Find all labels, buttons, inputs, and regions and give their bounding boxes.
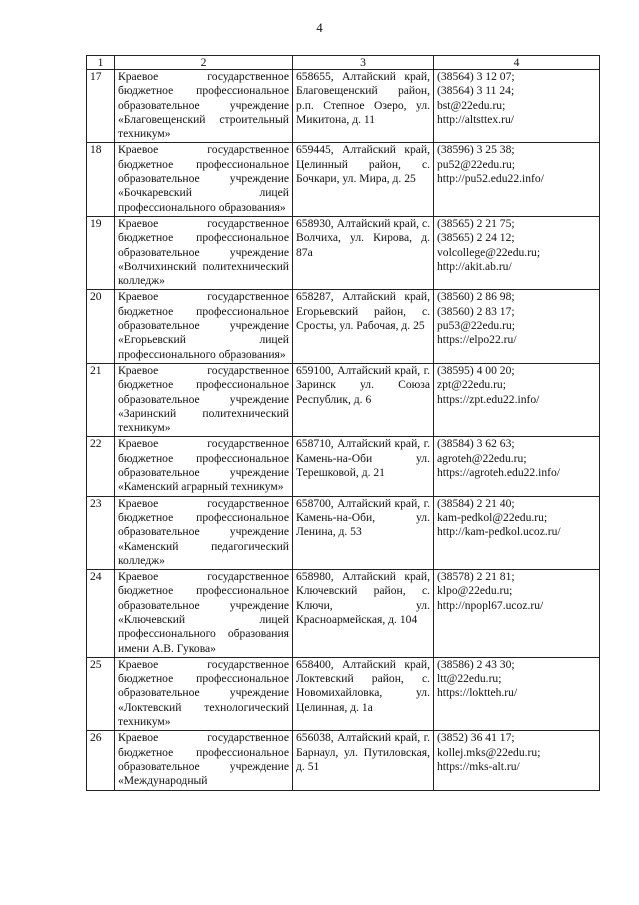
institution-address: 658980, Алтайский край, Ключевский район, с. Ключи, ул. Красноармейская, д. 104 bbox=[293, 570, 434, 658]
institution-name: Краевое государственное бюджетное профессиональное образовательное учреждение «Ключевский лицей профессионального образования имени А.В. Гукова» bbox=[115, 570, 293, 658]
institution-name: Краевое государственное бюджетное профессиональное образовательное учреждение «Благовещенский строительный техникум» bbox=[115, 70, 293, 143]
institution-address: 659445, Алтайский край, Целинный район, с. Бочкари, ул. Мира, д. 25 bbox=[293, 143, 434, 216]
table-row bbox=[87, 290, 600, 363]
contact-line: pu53@22edu.ru; bbox=[437, 319, 515, 333]
table-row bbox=[87, 657, 600, 730]
contact-line: (38595) 4 00 20; bbox=[437, 363, 515, 377]
institution-contacts bbox=[434, 363, 600, 436]
institution-contacts bbox=[434, 657, 600, 730]
row-number: 24 bbox=[87, 570, 115, 658]
column-header-contacts: 4 bbox=[434, 56, 600, 70]
contact-line: (38586) 2 43 30; bbox=[437, 657, 515, 671]
institution-contacts bbox=[434, 216, 600, 289]
institution-contacts bbox=[434, 731, 600, 790]
institution-name: Краевое государственное бюджетное профессиональное образовательное учреждение «Волчихинский политехнический колледж» bbox=[115, 216, 293, 289]
institution-address: 656038, Алтайский край, г. Барнаул, ул. Путиловская, д. 51 bbox=[293, 731, 434, 790]
contact-line: volcollege@22edu.ru; bbox=[437, 245, 541, 259]
contact-line: (38584) 3 62 63; bbox=[437, 437, 515, 451]
contact-line: (38564) 3 11 24; bbox=[437, 84, 515, 98]
contact-line: http://altsttex.ru/ bbox=[437, 112, 514, 126]
row-number: 23 bbox=[87, 496, 115, 569]
table-row bbox=[87, 363, 600, 436]
contact-line: https://loktteh.ru/ bbox=[437, 686, 518, 700]
institution-address: 658930, Алтайский край, с. Волчиха, ул. Кирова, д. 87а bbox=[293, 216, 434, 289]
contact-line: https://agroteh.edu22.info/ bbox=[437, 466, 561, 480]
table-row bbox=[87, 70, 600, 143]
institution-address: 658710, Алтайский край, г. Камень-на-Оби ул. Терешковой, д. 21 bbox=[293, 437, 434, 496]
table-row bbox=[87, 731, 600, 790]
institution-name: Краевое государственное бюджетное профессиональное образовательное учреждение «Локтевский технологический техникум» bbox=[115, 657, 293, 730]
row-number: 17 bbox=[87, 70, 115, 143]
contact-line: http://akit.ab.ru/ bbox=[437, 259, 512, 273]
contact-line: kollej.mks@22edu.ru; bbox=[437, 745, 541, 759]
contact-line: bst@22edu.ru; bbox=[437, 98, 506, 112]
contact-line: (38565) 2 24 12; bbox=[437, 231, 515, 245]
table-row bbox=[87, 437, 600, 496]
institution-name: Краевое государственное бюджетное профессиональное образовательное учреждение «Международный bbox=[115, 731, 293, 790]
contact-line: (38560) 2 86 98; bbox=[437, 290, 515, 304]
institution-contacts bbox=[434, 143, 600, 216]
institution-name: Краевое государственное бюджетное профессиональное образовательное учреждение «Бочкаревский лицей профессионального образования» bbox=[115, 143, 293, 216]
institution-name: Краевое государственное бюджетное профессиональное образовательное учреждение «Заринский политехнический техникум» bbox=[115, 363, 293, 436]
institution-contacts bbox=[434, 570, 600, 658]
contact-line: (38596) 3 25 38; bbox=[437, 143, 515, 157]
institution-contacts bbox=[434, 496, 600, 569]
column-header-number: 1 bbox=[87, 56, 115, 70]
row-number: 26 bbox=[87, 731, 115, 790]
table-body bbox=[87, 56, 600, 791]
contact-line: ltt@22edu.ru; bbox=[437, 672, 502, 686]
row-number: 18 bbox=[87, 143, 115, 216]
row-number: 20 bbox=[87, 290, 115, 363]
institution-address: 659100, Алтайский край, г. Заринск ул. Союза Республик, д. 6 bbox=[293, 363, 434, 436]
contact-line: http://kam-pedkol.ucoz.ru/ bbox=[437, 525, 561, 539]
table-row bbox=[87, 570, 600, 658]
institution-name: Краевое государственное бюджетное профессиональное образовательное учреждение «Каменский аграрный техникум» bbox=[115, 437, 293, 496]
contact-line: klpo@22edu.ru; bbox=[437, 584, 513, 598]
contact-line: (3852) 36 41 17; bbox=[437, 731, 515, 745]
table-row bbox=[87, 216, 600, 289]
table-row bbox=[87, 496, 600, 569]
contact-line: http://pu52.edu22.info/ bbox=[437, 172, 544, 186]
contact-line: zpt@22edu.ru; bbox=[437, 378, 506, 392]
contact-line: https://zpt.edu22.info/ bbox=[437, 392, 540, 406]
contact-line: kam-pedkol@22edu.ru; bbox=[437, 510, 548, 524]
table-row bbox=[87, 143, 600, 216]
contact-line: (38560) 2 83 17; bbox=[437, 304, 515, 318]
contact-line: https://mks-alt.ru/ bbox=[437, 759, 520, 773]
institution-address: 658287, Алтайский край, Егорьевский район, с. Сросты, ул. Рабочая, д. 25 bbox=[293, 290, 434, 363]
institution-contacts bbox=[434, 290, 600, 363]
institution-name: Краевое государственное бюджетное профессиональное образовательное учреждение «Каменский педагогический колледж» bbox=[115, 496, 293, 569]
institution-contacts bbox=[434, 70, 600, 143]
institution-address: 658700, Алтайский край, г. Камень-на-Оби, ул. Ленина, д. 53 bbox=[293, 496, 434, 569]
table-header-row bbox=[87, 56, 600, 70]
contact-line: (38584) 2 21 40; bbox=[437, 496, 515, 510]
row-number: 25 bbox=[87, 657, 115, 730]
page-number: 4 bbox=[316, 20, 323, 35]
contact-line: (38564) 3 12 07; bbox=[437, 70, 515, 83]
contact-line: http://npopl67.ucoz.ru/ bbox=[437, 598, 544, 612]
contact-line: pu52@22edu.ru; bbox=[437, 157, 515, 171]
row-number: 22 bbox=[87, 437, 115, 496]
column-header-address: 3 bbox=[293, 56, 434, 70]
institution-name: Краевое государственное бюджетное профессиональное образовательное учреждение «Егорьевский лицей профессионального образования» bbox=[115, 290, 293, 363]
column-header-name: 2 bbox=[115, 56, 293, 70]
contact-line: https://elpo22.ru/ bbox=[437, 333, 517, 347]
institutions-table bbox=[86, 55, 600, 791]
contact-line: agroteh@22edu.ru; bbox=[437, 451, 527, 465]
institution-address: 658400, Алтайский край, Локтевский район, с. Новомихайловка, ул. Целинная, д. 1а bbox=[293, 657, 434, 730]
contact-line: (38565) 2 21 75; bbox=[437, 216, 515, 230]
row-number: 21 bbox=[87, 363, 115, 436]
row-number: 19 bbox=[87, 216, 115, 289]
institution-address: 658655, Алтайский край, Благовещенский район, р.п. Степное Озеро, ул. Микитона, д. 11 bbox=[293, 70, 434, 143]
contact-line: (38578) 2 21 81; bbox=[437, 570, 515, 584]
institution-contacts bbox=[434, 437, 600, 496]
